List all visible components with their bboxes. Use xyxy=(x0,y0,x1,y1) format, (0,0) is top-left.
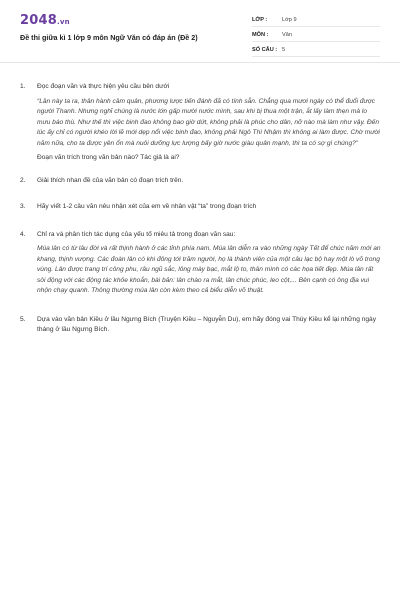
meta-value: Văn xyxy=(282,32,292,38)
question-body xyxy=(37,315,382,336)
question-number: 2. xyxy=(20,176,26,184)
document-title: Đề thi giữa kì 1 lớp 9 môn Ngữ Văn có đáp án (Đề 2) xyxy=(20,33,198,42)
meta-info xyxy=(252,14,380,57)
quoted-passage: “Lần này ta ra, thân hành cầm quân, phương lược tiến đánh đã có tính sẵn. Chẳng qua mươi ngày có thể đuổi được người Thanh. Nhưng nghĩ chúng là nước lớn gấp mười nước mình, sau khi bị thua một trận, ắt lấy làm thẹn mà lo mưu báo thù. Như thế thì việc binh đao không bao giờ dứt, không phải là phúc cho dân, nỡ nào mà làm như vậy. Đến lúc ấy chỉ có người khéo lời lẽ mới dẹp nổi việc binh đao, không phải Ngô Thì Nhậm thì không ai làm được. Chờ mười năm nữa, cho ta được yên ổn mà nuôi dưỡng lực lượng bấy giờ nước giàu quân mạnh, thì ta có sợ gì chúng?” xyxy=(37,97,380,147)
question-item xyxy=(20,176,382,187)
question-list xyxy=(20,82,382,336)
question-number: 4. xyxy=(20,230,26,238)
site-logo[interactable] xyxy=(20,13,70,28)
quoted-passage: Múa lân có từ lâu đời và rất thịnh hành ở các tỉnh phía nam. Múa lân diễn ra vào những ngày Tết để chúc năm mới an khang, thịnh vượng. Các đoàn lân có khi đông tới trăm người, họ là thành viên của một câu lạc bộ hay một lò võ trong vùng. Lân được trang trí công phu, râu ngũ sắc, lông mày bạc, mắt lộ to, thân mình có các họa tiết đẹp. Múa lân rất sôi động với các động tác khỏe khoắn, bài bản: lân chào ra mắt, lân chúc phúc, leo cột,... Bên cạnh có ông địa vui nhộn chạy quanh. Thông thường múa lân còn kèm theo cả biểu diễn võ thuật. xyxy=(37,245,381,294)
question-text: Đọc đoạn văn và thực hiện yêu cầu bên dưới xyxy=(37,83,170,90)
meta-value: 5 xyxy=(282,47,286,53)
question-subtext: Đoạn văn trích trong văn bản nào? Tác giả là ai? xyxy=(37,154,180,161)
logo-suffix: .vn xyxy=(56,18,70,26)
question-text: Giải thích nhan đề của văn bản có đoạn trích trên. xyxy=(37,176,184,184)
question-number: 3. xyxy=(20,203,26,210)
question-item xyxy=(20,82,382,164)
question-item xyxy=(20,230,382,301)
meta-row-question-count xyxy=(252,44,380,57)
question-text: Dựa vào văn bản Kiều ở lầu Ngưng Bích (Truyện Kiều – Nguyễn Du), em hãy đóng vai Thúy Kiều kể lại những ngày tháng ở lầu Ngưng Bích. xyxy=(37,315,377,333)
question-text: Chỉ ra và phân tích tác dụng của yếu tố miêu tả trong đoạn văn sau: xyxy=(37,230,236,238)
meta-label: SỐ CÂU : xyxy=(252,47,278,53)
question-text: Hãy viết 1-2 câu văn nêu nhận xét của em về nhân vật “ta” trong đoạn trích xyxy=(37,203,257,210)
question-body xyxy=(37,82,382,164)
document-header xyxy=(0,0,400,63)
question-number: 1. xyxy=(20,83,26,90)
question-body xyxy=(37,230,382,301)
question-number: 5. xyxy=(20,315,26,323)
question-item xyxy=(20,315,382,336)
question-body xyxy=(37,202,382,213)
meta-label: MÔN : xyxy=(252,32,269,38)
logo-text: 2048 xyxy=(20,13,57,28)
meta-label: LỚP : xyxy=(252,17,268,23)
question-item xyxy=(20,202,382,213)
meta-row-grade xyxy=(252,14,380,27)
meta-value: Lớp 9 xyxy=(282,17,297,23)
meta-row-subject xyxy=(252,29,380,42)
question-body xyxy=(37,176,382,187)
